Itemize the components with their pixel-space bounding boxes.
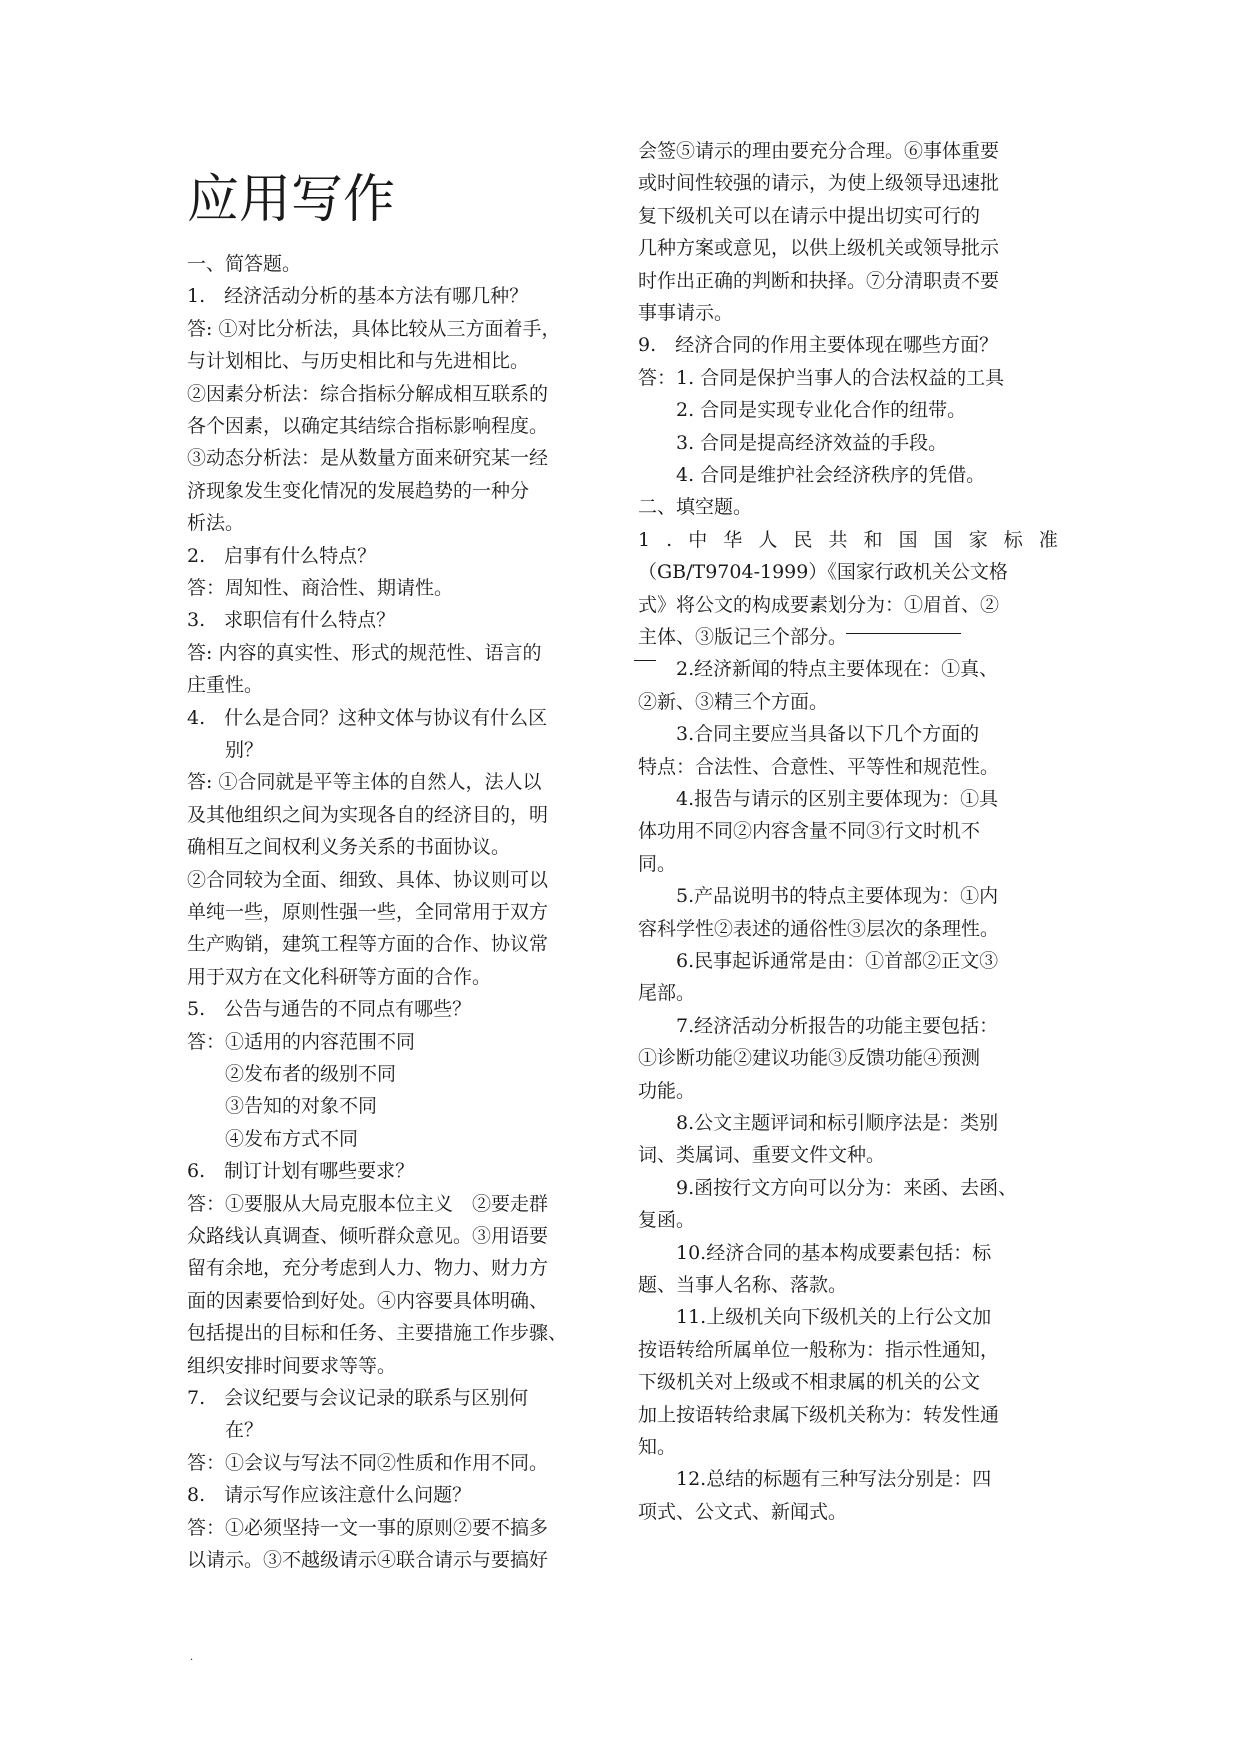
text-line: 9.函按行文方向可以分为：来函、去函、 [638, 1176, 1018, 1199]
text-line: 8.公文主题评词和标引顺序法是：类别 [638, 1112, 999, 1134]
text-line: 答: 内容的真实性、形式的规范性、语言的 [187, 641, 542, 664]
text-line: ③告知的对象不同 [187, 1095, 378, 1118]
text-line: 答：①要服从大局克服本位主义 ②要走群 [187, 1192, 549, 1215]
text-line: ②新、③精三个方面。 [638, 690, 829, 713]
text-line: 生产购销，建筑工程等方面的合作、协议常 [187, 933, 549, 956]
text-line: 面的因素要恰到好处。④内容要具体明确、 [187, 1289, 549, 1312]
text-line: 5.产品说明书的特点主要体现为：①内 [638, 885, 999, 908]
text-line: 功能。 [638, 1079, 696, 1102]
text-line: 答：周知性、商洽性、期请性。 [187, 577, 454, 599]
text-line: 确相互之间权利义务关系的书面协议。 [187, 836, 511, 859]
text-line: ②因素分析法：综合指标分解成相互联系的 [187, 382, 549, 405]
text-line: 济现象发生变化情况的发展趋势的一种分 [187, 479, 530, 502]
text-line: 各个因素，以确定其结综合指标影响程度。 [187, 415, 549, 437]
text-line: 1 . 中 华 人 民 共 和 国 国 家 标 准 [638, 528, 1058, 551]
text-line: 项式、公文式、新闻式。 [638, 1500, 848, 1523]
text-line: 3. 求职信有什么特点？ [187, 609, 396, 632]
text-line: 3.合同主要应当具备以下几个方面的 [638, 723, 980, 746]
text-line: 6.民事起诉通常是由：①首部②正文③ [638, 950, 999, 972]
text-line: 答：①会议与写法不同②性质和作用不同。 [187, 1451, 549, 1474]
text-line: 组织安排时间要求等等。 [187, 1354, 397, 1377]
text-line: 知。 [638, 1436, 677, 1458]
text-line: 庄重性。 [187, 674, 264, 697]
text-line: 同。 [638, 852, 677, 875]
text-line: 4. 合同是维护社会经济秩序的凭借。 [638, 464, 986, 486]
text-line: 按语转给所属单位一般称为：指示性通知， [638, 1338, 1000, 1361]
text-line: ③动态分析法：是从数量方面来研究某一经 [187, 447, 549, 470]
text-line: 或时间性较强的请示，为使上级领导迅速批 [638, 172, 1000, 195]
text-line: 留有余地，充分考虑到人力、物力、财力方 [187, 1257, 549, 1280]
text-line: 2. 启事有什么特点？ [187, 544, 377, 567]
text-line: 4.报告与请示的区别主要体现为：①具 [638, 788, 999, 810]
text-line: 析法。 [187, 512, 245, 535]
text-line: 1. 经济活动分析的基本方法有哪几种？ [187, 285, 529, 308]
text-line: 会签⑤请示的理由要充分合理。⑥事体重要 [638, 140, 1000, 162]
text-line: 3. 合同是提高经济效益的手段。 [638, 431, 948, 454]
text-line: 12.总结的标题有三种写法分别是：四 [638, 1468, 992, 1491]
text-line: 复函。 [638, 1209, 696, 1232]
text-line: 尾部。 [638, 982, 696, 1005]
text-line: 及其他组织之间为实现各自的经济目的，明 [187, 803, 549, 826]
text-line: 用于双方在文化科研等方面的合作。 [187, 965, 492, 988]
text-line: 包括提出的目标和任务、主要措施工作步骤、 [187, 1322, 568, 1345]
text-line: 5. 公告与通告的不同点有哪些？ [187, 998, 472, 1021]
text-line: 事事请示。 [638, 302, 734, 324]
text-line: 容科学性②表述的通俗性③层次的条理性。 [638, 917, 1000, 940]
text-line: 答：1. 合同是保护当事人的合法权益的工具 [638, 366, 1005, 389]
text-line: 以请示。③不越级请示④联合请示与要搞好 [187, 1549, 549, 1571]
text-line: 在？ [187, 1419, 264, 1442]
text-line: 题、当事人名称、落款。 [638, 1274, 848, 1296]
text-line: 一、简答题。 [187, 253, 302, 275]
text-line: ④发布方式不同 [187, 1127, 359, 1150]
text-line: 6. 制订计划有哪些要求？ [187, 1160, 415, 1183]
text-line: 词、类属词、重要文件文种。 [638, 1144, 886, 1167]
text-line: 9. 经济合同的作用主要体现在哪些方面？ [638, 334, 999, 357]
text-line: 4. 什么是合同？这种文体与协议有什么区 [187, 706, 548, 729]
text-line: 式》将公文的构成要素划分为：①眉首、② [638, 593, 1000, 616]
text-line: 二、填空题。 [638, 496, 753, 519]
text-line: 10.经济合同的基本构成要素包括：标 [638, 1241, 992, 1264]
text-line: 2. 合同是实现专业化合作的纽带。 [638, 399, 967, 422]
text-line: （GB/T9704-1999）《国家行政机关公文格 [638, 561, 1008, 584]
text-line: 7.经济活动分析报告的功能主要包括： [638, 1014, 999, 1037]
text-line: 答：①适用的内容范围不同 [187, 1030, 416, 1053]
text-line: 与计划相比、与历史相比和与先进相比。 [187, 350, 530, 373]
text-line: 加上按语转给隶属下级机关称为：转发性通 [638, 1403, 1000, 1426]
text-line: 7. 会议纪要与会议记录的联系与区别何 [187, 1387, 529, 1409]
text-line: 8. 请示写作应该注意什么问题？ [187, 1484, 472, 1507]
text-line: 答: ①对比分析法，具体比较从三方面着手， [187, 317, 561, 340]
text-line: ①诊断功能②建议功能③反馈功能④预测 [638, 1047, 981, 1070]
text-line: 复下级机关可以在请示中提出切实可行的 [638, 204, 981, 227]
text-line: 单纯一些，原则性强一些，全同常用于双方 [187, 901, 549, 923]
text-line: 体功用不同②内容含量不同③行文时机不 [638, 820, 981, 843]
text-line: 特点：合法性、合意性、平等性和规范性。 [638, 755, 1000, 778]
text-line: 几种方案或意见，以供上级机关或领导批示 [638, 237, 1000, 260]
page-footer-dot: . [190, 1652, 194, 1663]
text-line: 别？ [187, 739, 264, 761]
text-line: ②合同较为全面、细致、具体、协议则可以 [187, 868, 549, 891]
text-line: 答：①必须坚持一文一事的原则②要不搞多 [187, 1516, 549, 1539]
text-line: 11.上级机关向下级机关的上行公文加 [638, 1306, 992, 1329]
text-line: 众路线认真调查、倾听群众意见。③用语要 [187, 1225, 549, 1247]
handwritten-underline-mark [846, 633, 961, 634]
text-line: 主体、③版记三个部分。 [638, 626, 848, 648]
text-line: 答: ①合同就是平等主体的自然人，法人以 [187, 771, 542, 794]
text-line: 下级机关对上级或不相隶属的机关的公文 [638, 1371, 981, 1394]
text-line: 2.经济新闻的特点主要体现在：①真、 [638, 658, 999, 681]
text-line: ②发布者的级别不同 [187, 1063, 397, 1085]
text-line: 时作出正确的判断和抉择。⑦分清职责不要 [638, 269, 1000, 292]
document-title: 应用写作 [187, 170, 396, 230]
